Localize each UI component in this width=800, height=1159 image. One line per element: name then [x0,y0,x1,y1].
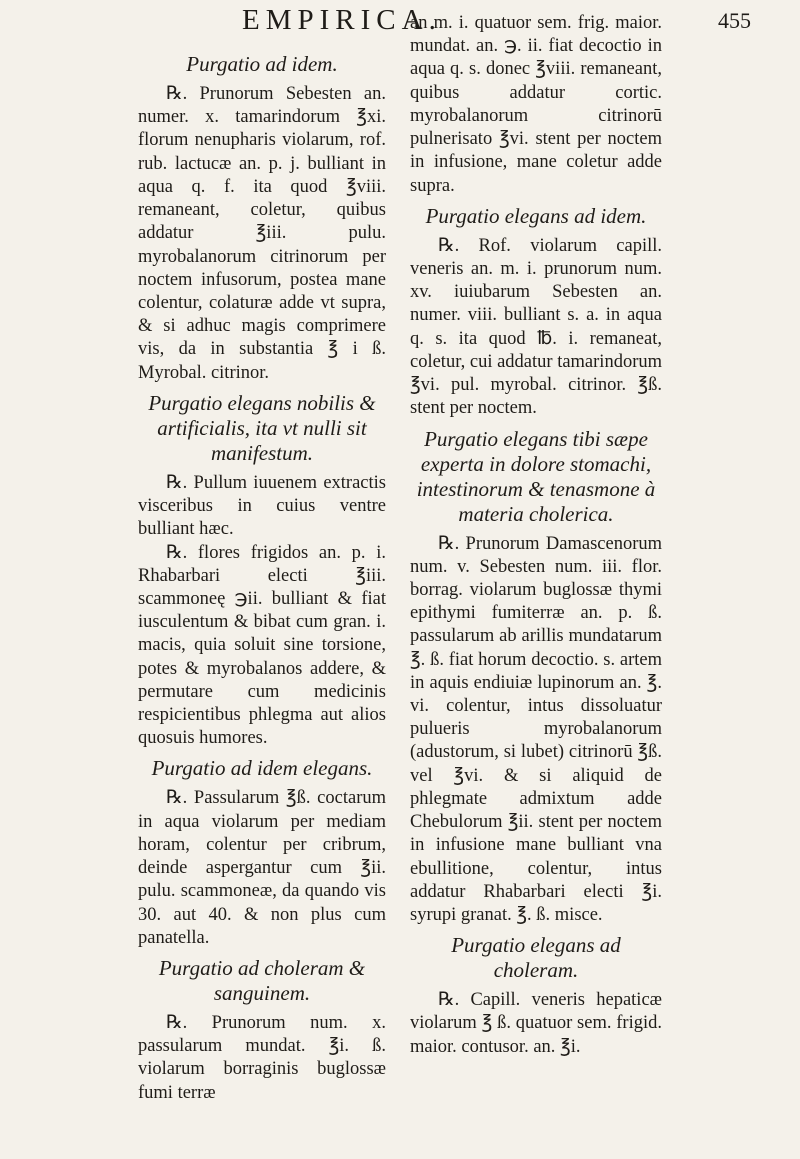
paragraph: ℞. Prunorum num. x. passularum mundat. ℥i. ß. violarum borraginis buglossæ fumi terræ [138,1013,386,1103]
section-heading: Purgatio ad idem. [186,52,338,76]
paragraph: ℞. flores frigidos an. p. i. Rhabarbari electi ℥iii. scammoneę ℈ii. bulliant & fiat iusculentum & bibat cum gran. i. macis, quia soluit sine torsione, potes & myrobalanos addere, & permutare cum medicinis respicientibus phlegma aut alios quosuis humores. [138,542,386,749]
paragraph: ℞. Prunorum Damascenorum num. v. Sebesten num. iii. flor. borrag. violarum buglossæ thymi epithymi fumiterræ an. p. ß. passularum ab arillis mundatarum ℥. ß. fiat horum decoctio. s. artem in aquis endiuiæ lupinorum an. ℥. vi. colentur, intus dissoluatur pulueris myrobalanorum (adustorum, si lubet) citrinorū ℥ß. vel ℥vi. & si aliquid de phlegmate admixtum adde Chebulorum ℥ii. stent per noctem in infusione mane bulliant vna ebullitione, colentur, intus addatur Rhabarbari electi ℥i. syrupi granat. ℥. ß. misce. [410,533,662,925]
left-column [138,46,386,1105]
page-number: 455 [718,8,751,33]
section-heading: Purgatio ad idem elegans. [151,756,373,781]
section-heading: Purgatio elegans nobilis & artificialis, ita vt nulli sit manifestum. [148,390,376,465]
section-heading: Purgatio elegans tibi sæpe experta in dolore stomachi, intestinorum & tenasmone à materia cholerica. [416,426,656,526]
running-title: EMPIRICA. [242,4,442,36]
paragraph: ℞. Rof. violarum capill. veneris an. m. i. prunorum num. xv. iuiubarum Sebesten an. numer. viii. bulliant s. a. in aqua q. s. ita quod ℔. i. remaneat, coletur, cui addatur tamarindorum ℥vi. pul. myrobal. citrinor. ℥ß. stent per noctem. [410,235,662,419]
paragraph: ℞. Pullum iuuenem extractis visceribus in cuius ventre bulliant hæc. [138,472,386,540]
running-head [0,4,800,44]
paragraph: ℞. Capill. veneris hepaticæ violarum ℥ ß. quatuor sem. frigid. maior. contusor. an. ℥i. [410,990,662,1057]
paragraph: an m. i. quatuor sem. frig. maior. mundat. an. ℈. ii. fiat decoctio in aqua q. s. donec ℥viii. remaneant, quibus addatur cortic. myrobalanorum citrinorū pulnerisato ℥vi. stent per noctem in infusione, mane coletur adde supra. [410,13,662,196]
section-heading: Purgatio elegans ad choleram. [451,933,621,983]
section-heading: Purgatio elegans ad idem. [425,203,647,228]
paragraph: ℞. Prunorum Sebesten an. numer. x. tamarindorum ℥xi. florum nenupharis violarum, rof. rub. lactucæ an. p. j. bulliant in aqua q. f. ita quod ℥viii. remaneant, coletur, quibus addatur ℥iii. pulu. myrobalanorum citrinorum per noctem infusorum, postea mane colentur, colaturæ adde vt supra, & si adhuc magis comprimere vis, da in substantia ℥ i ß. Myrobal. citrinor. [138,84,386,383]
right-column [410,12,662,1059]
paragraph: ℞. Passularum ℥ß. coctarum in aqua violarum per mediam horam, colentur per cribrum, deinde aspergantur cum ℥ii. pulu. scammoneæ, da quando vis 30. aut 40. & non plus cum panatella. [138,788,386,948]
section-heading: Purgatio ad choleram & sanguinem. [158,956,366,1005]
